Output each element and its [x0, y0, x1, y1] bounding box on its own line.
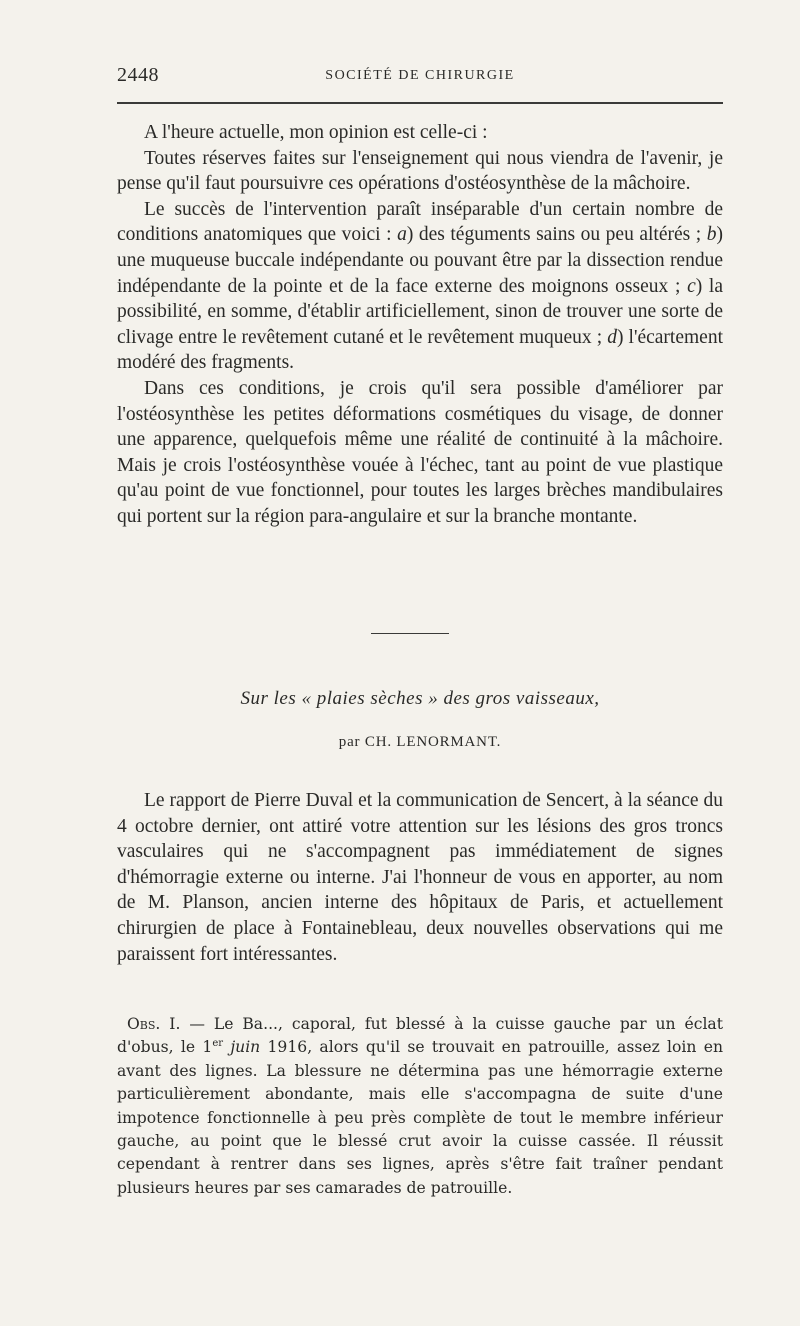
- paragraph: Toutes réserves faites sur l'enseignement qui nous viendra de l'avenir, je pense qu'il faut poursuivre ces opérations d'ostéosynthèse de la mâchoire.: [117, 147, 723, 195]
- paragraph: A l'heure actuelle, mon opinion est celle-ci :: [144, 122, 488, 143]
- previous-article-conclusion: [117, 120, 723, 530]
- text-run: Le succès de l'intervention paraît inséparable d'un certain nombre de conditions anatomiques que voici :: [117, 198, 723, 246]
- list-marker: c: [687, 275, 696, 297]
- text-run: ) une muqueuse buccale indépendante ou pouvant être par la dissection rendue indépendante de la pointe et de la face externe des moignons osseux ;: [117, 224, 723, 297]
- paragraph: Dans ces conditions, je crois qu'il sera possible d'améliorer par l'ostéosynthèse les petites déformations cosmétiques du visage, de donner une apparence, quelquefois même une réalité de continuité à la mâchoire. Mais je crois l'ostéosynthèse vouée à l'échec, tant au point de vue plastique qu'au point de vue fonctionnel, pour toutes les larges brèches mandibulaires qui portent sur la région para-angulaire et sur la branche montante.: [117, 377, 723, 527]
- section-divider: [371, 633, 449, 634]
- journal-title: SOCIÉTÉ DE CHIRURGIE: [325, 68, 515, 83]
- observation-label: Obs. I.: [127, 1015, 181, 1033]
- text-run: ) des téguments sains ou peu altérés ;: [406, 224, 707, 246]
- list-marker: a: [397, 224, 407, 246]
- list-marker: d: [607, 326, 617, 348]
- running-head: [117, 64, 723, 94]
- text-run: 1916, alors qu'il se trouvait en patrouille, assez loin en avant des lignes. La blessure ne détermina pas une hémorragie externe particulièrement abondante, mais elle s'accompagna de suite d'une impotence fonctionnelle à peu près complète de tout le membre inférieur gauche, au point que le blessé crut avoir la cuisse cassée. Il réussit cependant à rentrer dans ses lignes, après s'être fait traîner pendant plusieurs heures par ses camarades de patrouille.: [117, 1038, 723, 1197]
- text-run: ) la possibilité, en somme, d'établir artificiellement, sinon de trouver une sorte de clivage entre le revêtement cutané et le revêtement muqueux ;: [117, 275, 723, 348]
- header-rule: [117, 102, 723, 104]
- article-byline: par CH. LENORMANT.: [338, 734, 502, 750]
- text-run: — Le Ba..., caporal, fut blessé à la cuisse gauche par un éclat d'obus, le: [117, 1015, 723, 1057]
- date-day-suffix: er: [212, 1038, 224, 1050]
- list-marker: b: [706, 224, 717, 246]
- article-body: [117, 788, 723, 967]
- paragraph: [117, 197, 723, 376]
- page-number: 2448: [117, 64, 159, 86]
- observation-paragraph: [117, 1013, 723, 1200]
- date-day: 1: [202, 1038, 213, 1057]
- text-run: ) l'écartement modéré des fragments.: [117, 326, 723, 374]
- article-title: Sur les « plaies sèches » des gros vaisseaux,: [240, 688, 600, 709]
- date-month: juin: [230, 1038, 261, 1057]
- paragraph: Le rapport de Pierre Duval et la communication de Sencert, à la séance du 4 octobre dernier, ont attiré votre attention sur les lésions des gros troncs vasculaires qui ne s'accompagnent pas immédiatement de signes d'hémorragie externe ou interne. J'ai l'honneur de vous en apporter, au nom de M. Planson, ancien interne des hôpitaux de Paris, et actuellement chirurgien de place à Fontainebleau, deux nouvelles observations qui me paraissent fort intéressantes.: [117, 790, 723, 965]
